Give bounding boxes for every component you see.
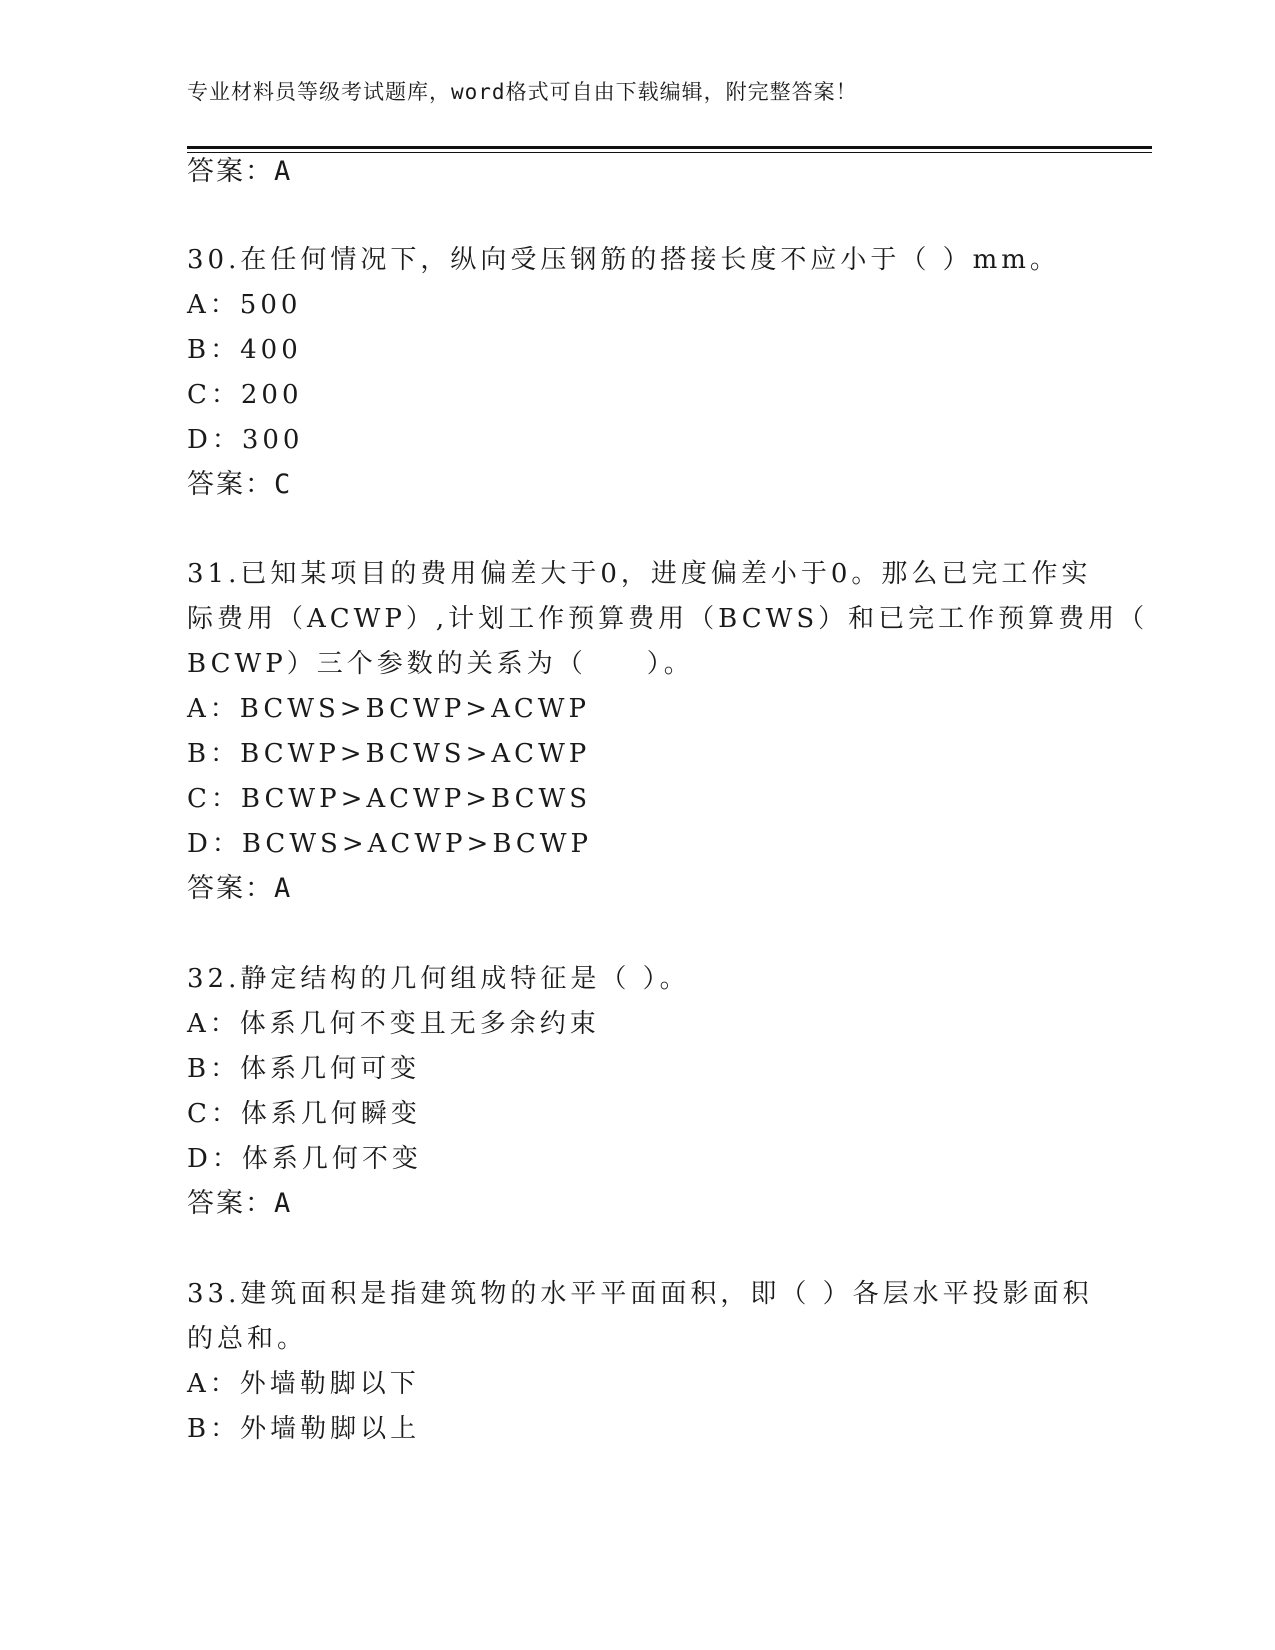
question-stem-line-1: 31.已知某项目的费用偏差大于0，进度偏差小于0。那么已完工作实 bbox=[187, 559, 1092, 589]
option-c: C：BCWP>ACWP>BCWS bbox=[187, 784, 592, 814]
header-rule-thin bbox=[187, 152, 1152, 153]
question-stem-line-2: 际费用（ACWP）,计划工作预算费用（BCWS）和已完工作预算费用（ bbox=[187, 604, 1149, 634]
question-stem-line-3: BCWP）三个参数的关系为（ ）。 bbox=[187, 649, 694, 679]
option-a: A：BCWS>BCWP>ACWP bbox=[187, 694, 590, 724]
option-c: C：体系几何瞬变 bbox=[187, 1099, 421, 1129]
answer: 答案：A bbox=[187, 873, 293, 904]
header-rule-thick bbox=[187, 146, 1152, 149]
question-stem: 32.静定结构的几何组成特征是（ ）。 bbox=[187, 964, 690, 994]
answer: 答案：C bbox=[187, 469, 293, 500]
answer: 答案：A bbox=[187, 1188, 293, 1219]
option-c: C：200 bbox=[187, 380, 303, 410]
option-d: D：300 bbox=[187, 425, 304, 455]
option-a: A：外墙勒脚以下 bbox=[187, 1369, 420, 1399]
header-text: 专业材料员等级考试题库，word格式可自由下载编辑，附完整答案！ bbox=[187, 80, 858, 104]
question-stem: 30.在任何情况下，纵向受压钢筋的搭接长度不应小于（ ）mm。 bbox=[187, 245, 1060, 275]
question-stem-line-1: 33.建筑面积是指建筑物的水平平面面积，即（ ）各层水平投影面积 bbox=[187, 1279, 1093, 1309]
option-b: B：体系几何可变 bbox=[187, 1054, 421, 1084]
option-d: D：体系几何不变 bbox=[187, 1144, 422, 1174]
previous-answer: 答案：A bbox=[187, 156, 293, 187]
option-a: A：体系几何不变且无多余约束 bbox=[187, 1009, 600, 1039]
question-stem-line-2: 的总和。 bbox=[187, 1324, 308, 1354]
option-b: B：外墙勒脚以上 bbox=[187, 1414, 421, 1444]
option-b: B：BCWP>BCWS>ACWP bbox=[187, 739, 591, 769]
option-b: B：400 bbox=[187, 335, 302, 365]
option-d: D：BCWS>ACWP>BCWP bbox=[187, 829, 593, 859]
option-a: A：500 bbox=[187, 290, 302, 320]
